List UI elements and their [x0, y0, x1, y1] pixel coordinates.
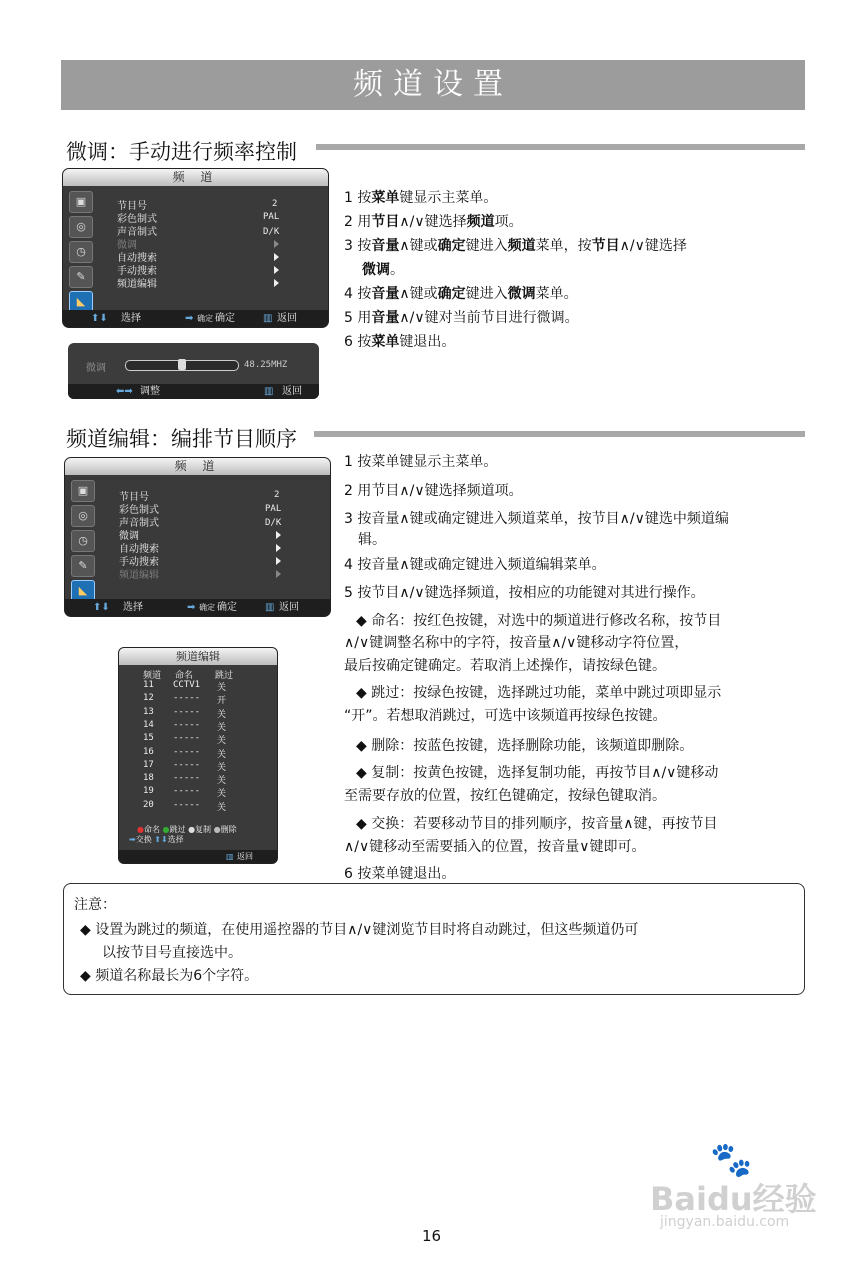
yellow-dot-icon: ●: [188, 825, 196, 834]
sound-icon: ◎: [71, 505, 95, 527]
note-line-2: ◆ 频道名称最长为6个字符。: [80, 968, 259, 984]
note-line-1-cont: 以按节目号直接选中。: [102, 945, 242, 961]
menu-footer: [65, 599, 330, 616]
menu-header: 频 道: [63, 169, 328, 186]
table-row[interactable]: [119, 720, 277, 733]
step-text: ∧键或: [399, 286, 438, 302]
arrow-right-icon: ➡: [185, 313, 194, 324]
channel-number: 16: [143, 746, 154, 757]
bullet-rename-2: ∧/∨键调整名称中的字符，按音量∧/∨键移动字符位置，: [344, 635, 689, 651]
menu-value-sound-system: D/K: [263, 227, 280, 237]
step-2: 2 用节目∧/∨键选择频道项。: [344, 483, 523, 499]
finetune-panel: [68, 343, 319, 399]
section1-rule: [308, 144, 805, 150]
bullet-swap-2: ∧/∨键移动至需要插入的位置，按音量∨键即可。: [344, 839, 646, 855]
chevron-right-icon: [274, 279, 279, 287]
step-key: 确定: [437, 238, 466, 254]
channel-skip: 关: [217, 762, 227, 773]
menu-row-manual-search: 手动搜索: [119, 557, 159, 568]
step-text: 键退出。: [399, 334, 456, 350]
column-header-skip: 跳过: [215, 671, 234, 681]
channel-skip: 关: [217, 802, 227, 813]
menu-value-color-system: PAL: [265, 504, 282, 514]
channel-edit-menu: [118, 647, 278, 864]
menu-key-icon: ▥: [264, 386, 274, 397]
section2-rule: [306, 431, 805, 437]
bullet-skip-1: ◆ 跳过：按绿色按键，选择跳过功能，菜单中跳过项即显示: [356, 685, 722, 701]
note-box: [63, 883, 805, 995]
step-text: 菜单，按: [535, 238, 592, 254]
footer-adjust: 调整: [140, 386, 160, 397]
legend-copy: 复制: [195, 825, 212, 834]
picture-icon: ▣: [69, 191, 93, 213]
step-text: 键进入: [465, 238, 508, 254]
step-text: 菜单。: [535, 286, 578, 302]
edit-legend-2: [129, 834, 184, 845]
table-row[interactable]: [119, 773, 277, 786]
step-key: 节目: [371, 214, 400, 230]
menu-icon-column: [71, 480, 97, 605]
step-3: 3 按音量∧键或确定键进入频道菜单，按节目∧/∨键选中频道编: [344, 511, 729, 527]
footer-confirm: 确定: [217, 602, 237, 613]
table-row[interactable]: [119, 760, 277, 773]
setup-icon: ✎: [69, 266, 93, 288]
footer-select: 选择: [121, 313, 141, 324]
page-number: 16: [422, 1227, 442, 1245]
footer-select: 选择: [123, 602, 143, 613]
channel-menu-2: [64, 457, 331, 617]
step-text: 5 用: [344, 310, 372, 326]
menu-row-program: 节目号: [117, 201, 147, 212]
menu-key-icon: ▥: [265, 602, 275, 613]
channel-name: -----: [173, 799, 201, 810]
menu-row-channel-edit: 频道编辑: [119, 570, 159, 581]
step-text: 3 按: [344, 238, 372, 254]
table-row[interactable]: [119, 707, 277, 720]
step-text: 2 用: [344, 214, 372, 230]
channel-skip: 关: [217, 709, 227, 720]
channel-number: 17: [143, 759, 154, 770]
menu-row-sound-system: 声音制式: [117, 227, 157, 238]
channel-name: -----: [173, 746, 201, 757]
menu-value-program: 2: [272, 199, 278, 209]
section1-steps: [344, 186, 804, 354]
legend-delete: 删除: [220, 825, 237, 834]
menu-row-finetune: 微调: [119, 531, 139, 542]
channel-number: 15: [143, 733, 154, 744]
menu-row-auto-search: 自动搜索: [119, 544, 159, 555]
menu-row-program: 节目号: [119, 492, 149, 503]
step-text: ∧键或: [399, 238, 438, 254]
menu-row-sound-system: 声音制式: [119, 518, 159, 529]
baidu-watermark: [650, 1140, 840, 1230]
table-row[interactable]: [119, 800, 277, 813]
step-key: 菜单: [371, 334, 400, 350]
finetune-footer: [68, 384, 319, 399]
legend-swap: 交换: [135, 835, 152, 844]
channel-menu-1: [62, 168, 329, 328]
finetune-slider[interactable]: [125, 360, 239, 371]
footer-back: 返回: [279, 602, 299, 613]
chevron-right-icon: [276, 557, 281, 565]
step-text: 项。: [494, 214, 523, 230]
channel-skip: 关: [217, 749, 227, 760]
channel-skip: 关: [217, 736, 227, 747]
menu-value-color-system: PAL: [263, 212, 280, 222]
step-5: 5 按节目∧/∨键选择频道，按相应的功能键对其进行操作。: [344, 585, 705, 601]
channel-icon: ◣: [71, 580, 95, 602]
table-row[interactable]: [119, 733, 277, 746]
chevron-right-icon: [274, 240, 279, 248]
footer-confirm-small: 确定: [197, 314, 213, 323]
step-3: [344, 234, 804, 258]
footer-confirm-small: 确定: [199, 603, 215, 612]
menu-icon-column: [69, 191, 95, 316]
step-key: 确定: [437, 286, 466, 302]
channel-skip: 关: [217, 683, 227, 693]
slider-thumb[interactable]: [178, 359, 186, 370]
chevron-right-icon: [276, 531, 281, 539]
legend-rename: 命名: [143, 825, 160, 834]
channel-number: 19: [143, 786, 154, 797]
paw-icon: 🐾: [710, 1140, 753, 1180]
channel-skip: 关: [217, 789, 227, 800]
green-dot-icon: ●: [162, 825, 170, 834]
chevron-right-icon: [276, 570, 281, 578]
up-down-arrows-icon: ⬆⬇: [91, 313, 108, 324]
legend-select: 选择: [167, 835, 184, 844]
channel-skip: 关: [217, 722, 227, 733]
menu-row-finetune: 微调: [117, 240, 137, 251]
channel-number: 20: [143, 799, 154, 810]
menu-key-icon: ▥: [226, 852, 234, 861]
channel-name: CCTV1: [173, 680, 201, 690]
step-key: 音量: [371, 310, 400, 326]
channel-name: -----: [173, 733, 201, 744]
note-title: 注意：: [74, 897, 116, 913]
column-header-name: 命名: [175, 671, 194, 681]
chevron-right-icon: [276, 544, 281, 552]
step-1: 1 按菜单键显示主菜单。: [344, 454, 498, 470]
menu-value-program: 2: [274, 490, 280, 500]
step-key: 音量: [371, 286, 400, 302]
step-5: [344, 306, 804, 330]
chevron-right-icon: [274, 266, 279, 274]
arrow-right-icon: ➡: [187, 602, 196, 613]
red-dot-icon: ●: [137, 825, 144, 834]
step-text: ∧/∨键选择: [399, 214, 467, 230]
column-header-channel: 频道: [143, 671, 162, 681]
step-text: 1 按: [344, 190, 372, 206]
bullet-swap-1: ◆ 交换：若要移动节目的排列顺序，按音量∧键，再按节目: [356, 816, 718, 832]
footer-back: 返回: [277, 313, 297, 324]
timer-icon: ◷: [69, 241, 93, 263]
step-key: 音量: [371, 238, 400, 254]
channel-name: -----: [173, 706, 201, 717]
picture-icon: ▣: [71, 480, 95, 502]
step-key: 微调: [507, 286, 536, 302]
menu-row-color-system: 彩色制式: [117, 214, 157, 225]
channel-name: -----: [173, 759, 201, 770]
step-4: [344, 282, 804, 306]
edit-back: 返回: [237, 852, 253, 861]
chevron-right-icon: [274, 253, 279, 261]
up-down-arrows-icon: ⬆⬇: [154, 835, 168, 844]
bullet-copy-2: 至需要存放的位置，按红色键确定，按绿色键取消。: [344, 788, 666, 804]
left-right-arrows-icon: ⬅➡: [116, 386, 133, 397]
step-text: ∧/∨键对当前节目进行微调。: [399, 310, 579, 326]
channel-name: -----: [173, 786, 201, 797]
section2-title: 频道编辑：编排节目顺序: [66, 427, 297, 451]
bullet-rename-1: ◆ 命名：按红色按键，对选中的频道进行修改名称，按节目: [356, 613, 722, 629]
section1-title: 微调：手动进行频率控制: [66, 140, 297, 164]
up-down-arrows-icon: ⬆⬇: [93, 602, 110, 613]
table-row[interactable]: [119, 747, 277, 760]
menu-key-icon: ▥: [263, 313, 273, 324]
channel-skip: 开: [217, 696, 227, 707]
menu-value-sound-system: D/K: [265, 518, 282, 528]
channel-name: -----: [173, 719, 201, 730]
arrow-right-icon: ➡: [129, 835, 136, 844]
step-3-cont: 辑。: [358, 532, 386, 548]
step-4: 4 按音量∧键或确定键进入频道编辑菜单。: [344, 557, 606, 573]
step-key: 频道: [466, 214, 495, 230]
watermark-url: jingyan.baidu.com: [660, 1214, 790, 1230]
channel-skip: 关: [217, 776, 227, 787]
footer-back: 返回: [282, 386, 302, 397]
sound-icon: ◎: [69, 216, 93, 238]
menu-row-manual-search: 手动搜索: [117, 266, 157, 277]
menu-row-channel-edit: 频道编辑: [117, 279, 157, 290]
timer-icon: ◷: [71, 530, 95, 552]
table-row[interactable]: [119, 786, 277, 799]
channel-name: -----: [173, 693, 201, 704]
menu-footer: [63, 310, 328, 327]
channel-number: 13: [143, 706, 154, 717]
step-key: 节目: [591, 238, 620, 254]
step-6: 6 按菜单键退出。: [344, 866, 456, 882]
watermark-brand: Baidu经验: [650, 1180, 817, 1218]
finetune-label: 微调: [86, 363, 106, 374]
finetune-value: 48.25MHZ: [244, 360, 288, 370]
menu-row-auto-search: 自动搜索: [117, 253, 157, 264]
menu-row-color-system: 彩色制式: [119, 505, 159, 516]
table-row[interactable]: [119, 693, 277, 706]
legend-skip: 跳过: [169, 825, 186, 834]
step-text: ∧/∨键选择: [619, 238, 687, 254]
bullet-skip-2: “开”。若想取消跳过，可选中该频道再按绿色按键。: [344, 708, 667, 724]
step-key: 菜单: [371, 190, 400, 206]
channel-number: 18: [143, 773, 154, 784]
edit-menu-header: 频道编辑: [119, 648, 277, 665]
step-key: 微调: [362, 262, 390, 278]
note-line-1: ◆ 设置为跳过的频道，在使用遥控器的节目∧/∨键浏览节目时将自动跳过，但这些频道仍可: [80, 922, 639, 938]
channel-number: 11: [143, 680, 154, 690]
table-row[interactable]: [119, 680, 277, 693]
step-3-cont: [344, 258, 804, 282]
menu-header: 频 道: [65, 458, 330, 475]
step-text: 6 按: [344, 334, 372, 350]
step-2: [344, 210, 804, 234]
footer-confirm: 确定: [215, 313, 235, 324]
setup-icon: ✎: [71, 555, 95, 577]
step-text: 4 按: [344, 286, 372, 302]
channel-number: 12: [143, 693, 154, 704]
edit-footer: [119, 850, 277, 863]
step-text: 键显示主菜单。: [399, 190, 498, 206]
channel-icon: ◣: [69, 291, 93, 313]
bullet-rename-3: 最后按确定键确定。若取消上述操作，请按绿色键。: [344, 658, 666, 674]
bullet-copy-1: ◆ 复制：按黄色按键，选择复制功能，再按节目∧/∨键移动: [356, 765, 719, 781]
step-6: [344, 330, 804, 354]
blue-dot-icon: ●: [213, 825, 221, 834]
channel-name: -----: [173, 773, 201, 784]
step-key: 频道: [507, 238, 536, 254]
step-1: [344, 186, 804, 210]
bullet-delete: ◆ 删除：按蓝色按键，选择删除功能，该频道即删除。: [356, 738, 694, 754]
step-text: 键进入: [465, 286, 508, 302]
page-title: 频道设置: [61, 60, 805, 110]
channel-number: 14: [143, 719, 154, 730]
step-text: 。: [390, 262, 404, 278]
